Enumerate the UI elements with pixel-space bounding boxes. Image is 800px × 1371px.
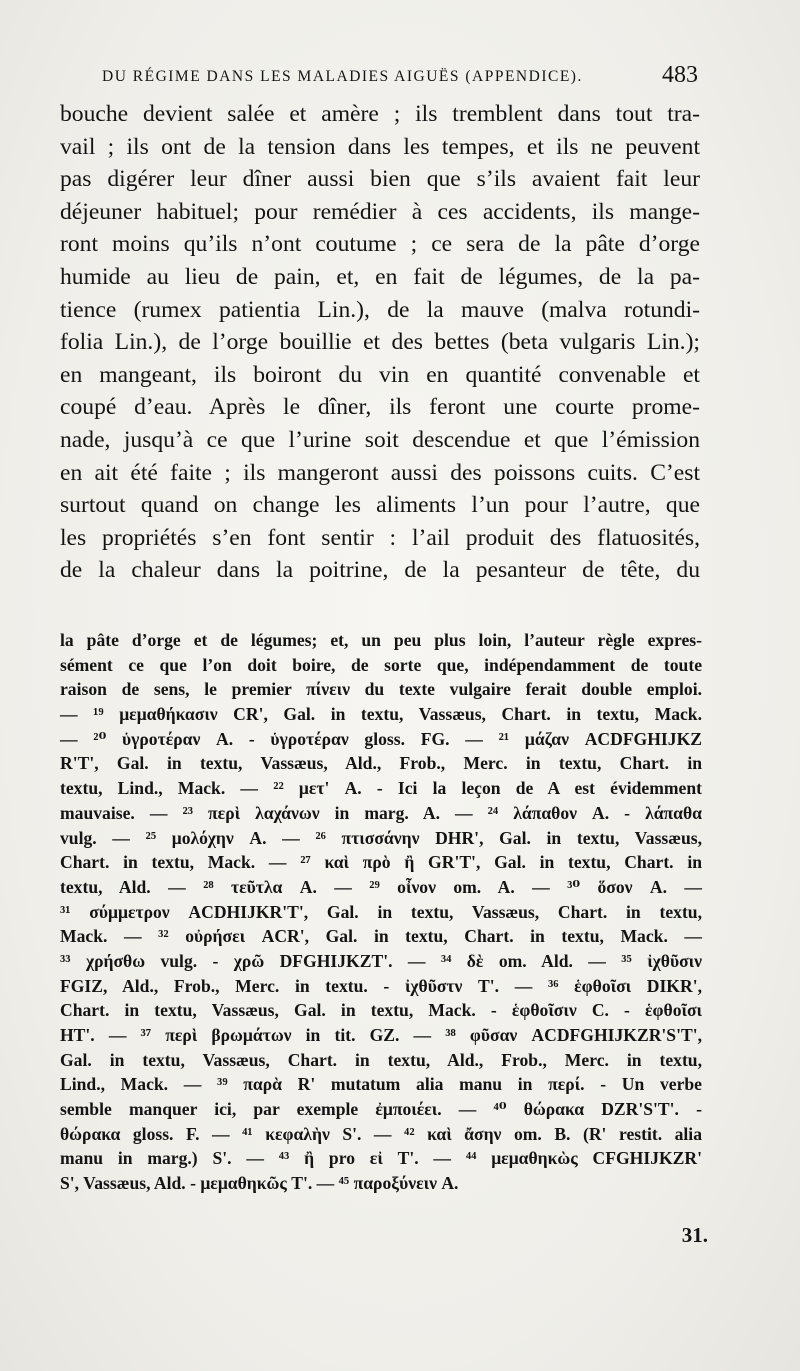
running-head: DU RÉGIME DANS LES MALADIES AIGUËS (APPENDICE). [102, 68, 583, 85]
body-line: en mangeant, ils boiront du vin en quantité convenable et [60, 361, 700, 388]
body-line: pas digérer leur dîner aussi bien que s’ils avaient fait leur [60, 166, 700, 193]
body-line: de la chaleur dans la poitrine, de la pesanteur de tête, du [60, 557, 700, 584]
footnote-line: textu, Lind., Mack. — ²² μετ' A. - Ici la leçon de A est évidemment [60, 778, 702, 799]
footnote-line: mauvaise. — ²³ περὶ λαχάνων in marg. A. — ²⁴ λάπαθον A. - λάπαθα [60, 802, 702, 823]
footnotes [60, 628, 702, 1196]
body-line: les propriétés s’en font sentir : l’ail produit des flatuosités, [60, 524, 700, 551]
footnote-line: textu, Ald. — ²⁸ τεῦτλα A. — ²⁹ οἶνον om. A. — ³⁰ ὅσον A. — [60, 876, 702, 897]
footnote-line: vulg. — ²⁵ μολόχην A. — ²⁶ πτισσάνην DHR', Gal. in textu, Vassæus, [60, 827, 702, 848]
footnote-line: HT'. — ³⁷ περὶ βρωμάτων in tit. GZ. — ³⁸ φῦσαν ACDFGHIJKZR'S'T', [60, 1025, 702, 1045]
body-line: vail ; ils ont de la tension dans les tempes, et ils ne peuvent [60, 133, 700, 160]
footnote-line: semble manquer ici, par exemple ἐμποιέει. — ⁴⁰ θώρακα DZR'S'T'. - [60, 1099, 702, 1120]
footnote-line: ³¹ σύμμετρον ACDHIJKR'T', Gal. in textu, Vassæus, Chart. in textu, [60, 901, 702, 922]
page-header [62, 62, 702, 98]
body-line: tience (rumex patientia Lin.), de la mauve (malva rotundi- [60, 296, 700, 323]
footnote-line: la pâte d’orge et de légumes; et, un peu plus loin, l’auteur règle expres- [60, 630, 702, 650]
footnote-line: sément ce que l’on doit boire, de sorte que, indépendamment de toute [60, 654, 702, 675]
body-line: coupé d’eau. Après le dîner, ils feront une courte prome- [60, 394, 700, 421]
signature-mark: 31. [681, 1223, 708, 1247]
footnote-line: — ²⁰ ὑγροτέραν A. - ὑγροτέραν gloss. FG. — ²¹ μάζαν ACDFGHIJKZ [60, 728, 702, 749]
page-number: 483 [662, 62, 698, 88]
footnote-line: Gal. in textu, Vassæus, Chart. in textu, Ald., Frob., Merc. in textu, [60, 1049, 702, 1070]
footnote-line: R'T', Gal. in textu, Vassæus, Ald., Frob., Merc. in textu, Chart. in [60, 753, 702, 774]
footnote-line: ³³ χρήσθω vulg. - χρῶ DFGHIJKZT'. — ³⁴ δὲ om. Ald. — ³⁵ ἰχθῦσιν [60, 950, 702, 971]
footnote-line: raison de sens, le premier πίνειν du texte vulgaire ferait double emploi. [60, 679, 702, 700]
footnote-line: Mack. — ³² οὐρήσει ACR', Gal. in textu, Chart. in textu, Mack. — [60, 926, 702, 947]
body-line: en ait été faite ; ils mangeront aussi des poissons cuits. C’est [60, 459, 700, 486]
footnote-line: manu in marg.) S'. — ⁴³ ἢ pro εἰ T'. — ⁴⁴ μεμαθηκὼς CFGHIJKZR' [60, 1148, 702, 1169]
body-line: bouche devient salée et amère ; ils tremblent dans tout tra- [60, 101, 700, 127]
body-line: nade, jusqu’à ce que l’urine soit descendue et que l’émission [60, 426, 700, 453]
footnote-line: Chart. in textu, Mack. — ²⁷ καὶ πρὸ ἢ GR'T', Gal. in textu, Chart. in [60, 852, 702, 873]
main-text [60, 98, 700, 587]
footnote-line: θώρακα gloss. F. — ⁴¹ κεφαλὴν S'. — ⁴² καὶ ἄσην om. B. (R' restit. alia [60, 1123, 702, 1144]
body-line: surtout quand on change les aliments l’un pour l’autre, que [60, 492, 700, 519]
footnote-line: Chart. in textu, Vassæus, Gal. in textu, Mack. - ἑφθοῖσιν C. - ἑφθοῖσι [60, 1000, 702, 1021]
body-line: ront moins qu’ils n’ont coutume ; ce sera de la pâte d’orge [60, 231, 700, 258]
footnote-line: S', Vassæus, Ald. - μεμαθηκῶς T'. — ⁴⁵ παροξύνειν A. [60, 1173, 459, 1194]
body-line: humide au lieu de pain, et, en fait de légumes, de la pa- [60, 263, 700, 290]
footnote-line: FGIZ, Ald., Frob., Merc. in textu. - ἰχθῦστν T'. — ³⁶ ἑφθοῖσι DIKR', [60, 975, 702, 996]
footnote-line: — ¹⁹ μεμαθήκασιν CR', Gal. in textu, Vassæus, Chart. in textu, Mack. [60, 704, 702, 725]
body-line: déjeuner habituel; pour remédier à ces accidents, ils mange- [60, 198, 700, 225]
body-line: folia Lin.), de l’orge bouillie et des bettes (beta vulgaris Lin.); [60, 329, 700, 356]
footnote-line: Lind., Mack. — ³⁹ παρὰ R' mutatum alia manu in περί. - Un verbe [60, 1074, 702, 1095]
